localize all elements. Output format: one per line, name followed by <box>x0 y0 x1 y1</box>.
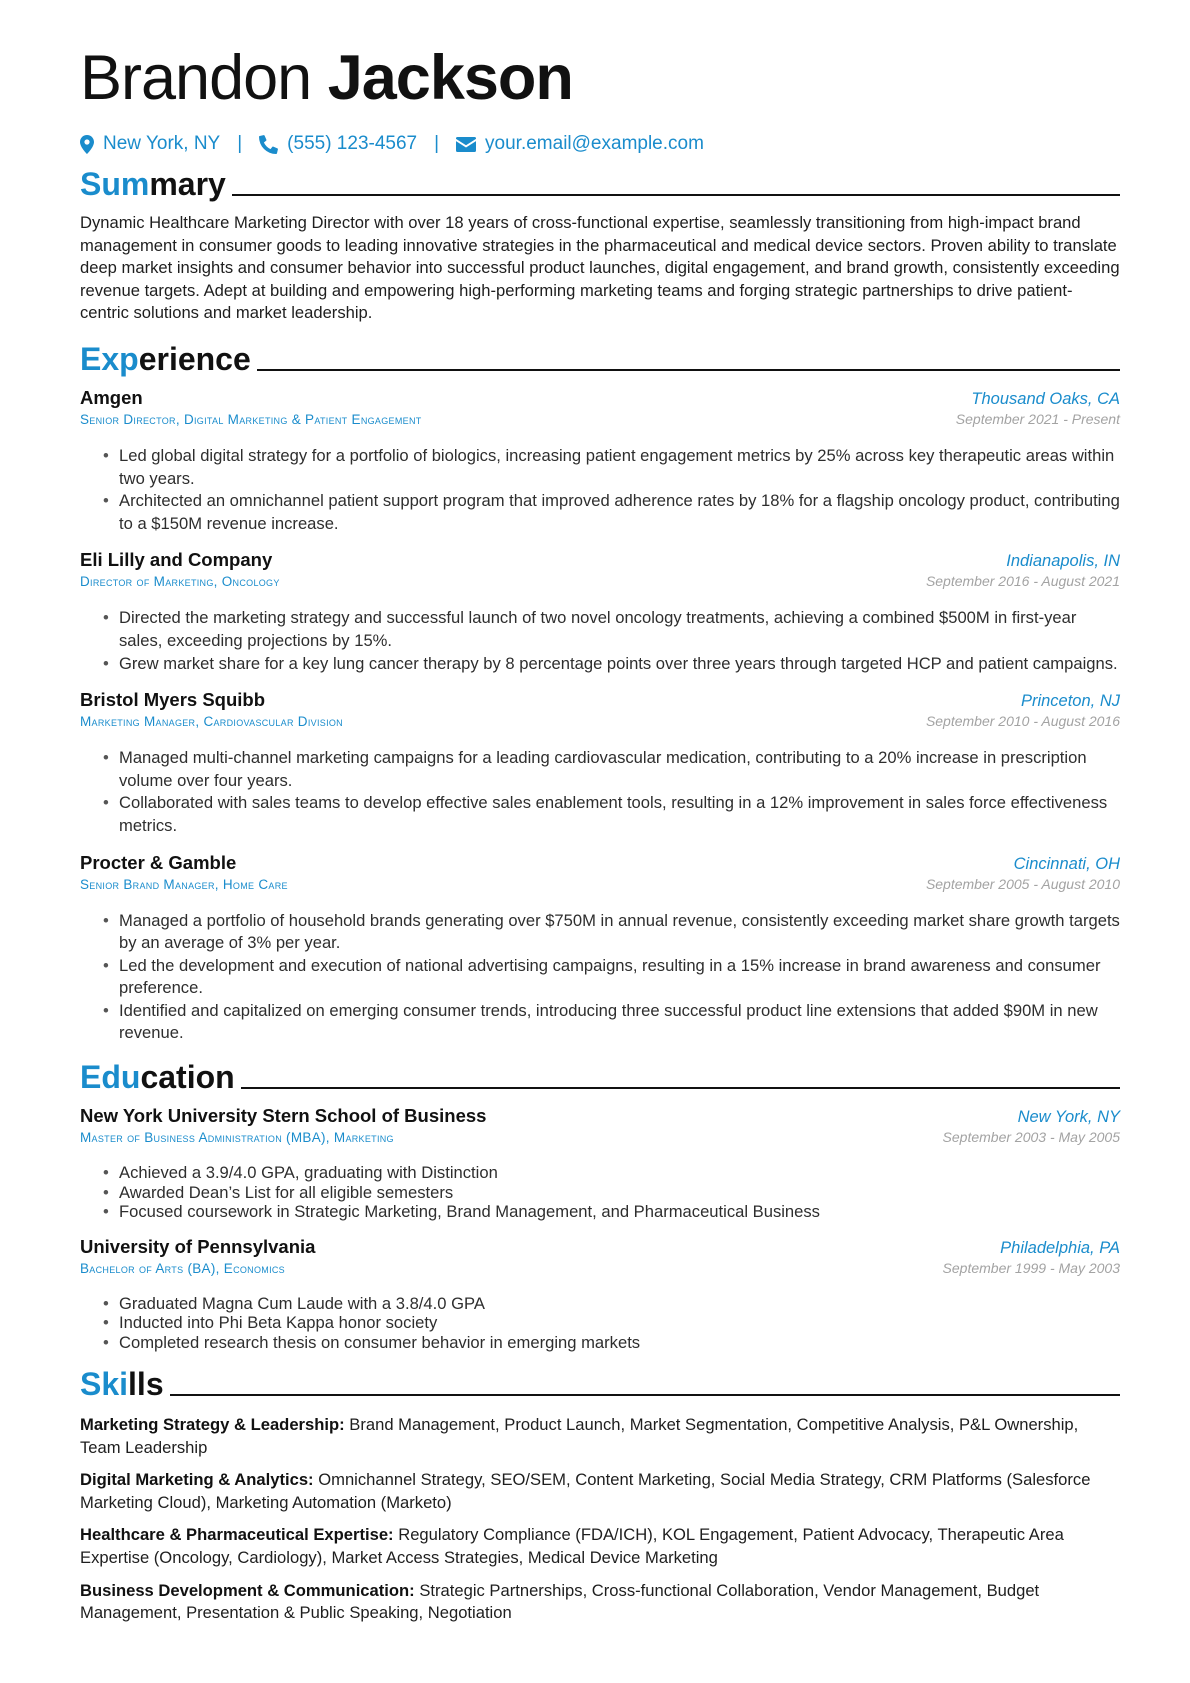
contact-location <box>80 133 220 155</box>
section-title <box>80 341 251 377</box>
location-text: New York, NY <box>103 133 221 154</box>
job-location: Indianapolis, IN <box>1006 552 1120 571</box>
skill-row <box>80 1524 1120 1569</box>
first-name: Brandon <box>80 43 312 113</box>
skill-row <box>80 1469 1120 1514</box>
bullet-item: • Managed a portfolio of household brands generating over $750M in annual revenue, consistently exceeding market share growth targets by an average of 3% per year. <box>103 910 1120 955</box>
company-name: Bristol Myers Squibb <box>80 689 266 711</box>
education-entry <box>80 1105 1120 1222</box>
job-dates: September 2010 - August 2016 <box>925 713 1120 730</box>
job-location: Princeton, NJ <box>1020 692 1120 711</box>
job-title: Senior Brand Manager, Home Care <box>80 876 288 892</box>
heading-accent: Ski <box>80 1366 129 1403</box>
last-name: Jackson <box>327 43 573 113</box>
job-dates: September 2005 - August 2010 <box>925 875 1120 892</box>
phone-icon <box>259 135 278 154</box>
degree: Master of Business Administration (MBA), Marketing <box>80 1130 394 1146</box>
email-text: your.email@example.com <box>485 133 704 154</box>
map-pin-icon <box>80 135 94 154</box>
heading-rest: cation <box>140 1059 235 1096</box>
heading-accent: Sum <box>80 166 150 202</box>
education-entry <box>80 1236 1120 1353</box>
heading-rest: erience <box>138 340 251 377</box>
experience-entry <box>80 549 1120 675</box>
skill-list: Omnichannel Strategy, SEO/SEM, Content Marketing, Social Media Strategy, CRM Platforms (Salesforce Marketing Cloud), Marketing Automation (Marketo) <box>80 1470 1091 1512</box>
skills-heading <box>80 1362 1120 1402</box>
job-dates: September 2016 - August 2021 <box>925 573 1120 590</box>
degree: Bachelor of Arts (BA), Economics <box>80 1260 285 1276</box>
bullet-item: • Directed the marketing strategy and successful launch of two novel oncology treatments, achieving a combined $500M in first-year sales, exceeding projections by 15%. <box>103 607 1120 652</box>
heading-rest: lls <box>128 1366 164 1403</box>
job-location: Thousand Oaks, CA <box>971 389 1120 408</box>
skill-row <box>80 1414 1120 1459</box>
skill-category: Healthcare & Pharmaceutical Expertise: <box>80 1525 394 1545</box>
company-name: Amgen <box>80 386 143 408</box>
school-name: New York University Stern School of Business <box>80 1105 487 1127</box>
section-rule <box>257 369 1120 371</box>
job-bullets <box>80 747 1120 837</box>
skill-category: Business Development & Communication: <box>80 1580 415 1600</box>
bullet-item: • Managed multi-channel marketing campaigns for a leading cardiovascular medication, contributing to a 20% increase in prescription volume over four years. <box>103 747 1120 792</box>
bullet-item: • Completed research thesis on consumer behavior in emerging markets <box>103 1333 1120 1353</box>
job-title: Marketing Manager, Cardiovascular Division <box>80 714 343 730</box>
experience-entry <box>80 852 1120 1046</box>
heading-accent: Edu <box>80 1059 141 1096</box>
job-bullets <box>80 607 1120 675</box>
job-title: Senior Director, Digital Marketing & Patient Engagement <box>80 411 422 427</box>
skill-list: Regulatory Compliance (FDA/ICH), KOL Engagement, Patient Advocacy, Therapeutic Area Expertise (Oncology, Cardiology), Market Access Strategies, Medical Device Marketing <box>80 1525 1064 1568</box>
candidate-name <box>80 40 1120 116</box>
phone-text: (555) 123-4567 <box>287 133 418 154</box>
job-title: Director of Marketing, Oncology <box>80 574 280 590</box>
bullet-item: • Led the development and execution of national advertising campaigns, resulting in a 15% increase in brand awareness and consumer preference. <box>103 955 1120 1000</box>
section-title <box>80 1366 164 1402</box>
bullet-item: • Led global digital strategy for a portfolio of biologics, increasing patient engagement metrics by 25% across key therapeutic areas within two years. <box>103 445 1120 490</box>
bullet-item: • Inducted into Phi Beta Kappa honor society <box>103 1313 1120 1333</box>
heading-rest: mary <box>149 166 226 202</box>
section-title <box>80 166 226 202</box>
summary-text: Dynamic Healthcare Marketing Director with over 18 years of cross-functional expertise, seamlessly transitioning from high-impact brand management in consumer goods to leading innovative strategies in the pharmaceutical and medical device sectors. Proven ability to translate deep market insights and consumer behavior into successful product launches, digital engagement, and brand growth, consistently exceeding revenue targets. Adept at building and empowering high-performing marketing teams and forging strategic partnerships to drive patient-centric solutions and market leadership. <box>80 213 1120 323</box>
summary-heading <box>80 162 1120 202</box>
school-dates: September 1999 - May 2003 <box>942 1259 1120 1276</box>
company-name: Procter & Gamble <box>80 851 237 873</box>
job-location: Cincinnati, OH <box>1013 854 1120 873</box>
bullet-item: • Focused coursework in Strategic Marketing, Brand Management, and Pharmaceutical Business <box>103 1202 1120 1222</box>
bullet-item: • Grew market share for a key lung cancer therapy by 8 percentage points over three years through targeted HCP and patient campaigns. <box>103 653 1120 676</box>
job-bullets <box>80 910 1120 1046</box>
contact-email[interactable] <box>456 133 704 155</box>
job-dates: September 2021 - Present <box>955 410 1120 427</box>
bullet-item: • Architected an omnichannel patient support program that improved adherence rates by 18% for a flagship oncology product, contributing to a $150M revenue increase. <box>103 490 1120 535</box>
school-dates: September 2003 - May 2005 <box>942 1129 1120 1146</box>
contact-separator: | <box>434 133 440 154</box>
bullet-item: • Awarded Dean’s List for all eligible semesters <box>103 1183 1120 1203</box>
experience-entry <box>80 689 1120 837</box>
section-rule <box>232 194 1120 196</box>
education-bullets <box>80 1163 1120 1222</box>
experience-entry <box>80 387 1120 535</box>
bullet-item: • Collaborated with sales teams to develop effective sales enablement tools, resulting in a 12% improvement in sales force effectiveness metrics. <box>103 792 1120 837</box>
section-rule <box>170 1394 1120 1396</box>
contact-phone[interactable] <box>259 133 417 155</box>
contact-line <box>80 130 1120 158</box>
skill-category: Digital Marketing & Analytics: <box>80 1470 314 1490</box>
education-bullets <box>80 1294 1120 1353</box>
skill-list: Brand Management, Product Launch, Market Segmentation, Competitive Analysis, P&L Ownership, Team Leadership <box>80 1415 1079 1457</box>
contact-separator: | <box>237 133 243 154</box>
education-heading <box>80 1055 1120 1095</box>
bullet-item: • Achieved a 3.9/4.0 GPA, graduating with Distinction <box>103 1163 1120 1183</box>
experience-heading <box>80 337 1120 377</box>
section-title <box>80 1059 235 1095</box>
job-bullets <box>80 445 1120 535</box>
skill-row <box>80 1580 1120 1625</box>
envelope-icon <box>456 137 476 152</box>
resume-page <box>80 40 1120 1625</box>
bullet-item: • Identified and capitalized on emerging consumer trends, introducing three successful product line extensions that added $90M in new revenue. <box>103 1000 1120 1045</box>
school-location: Philadelphia, PA <box>1000 1238 1120 1257</box>
company-name: Eli Lilly and Company <box>80 549 273 571</box>
school-name: University of Pennsylvania <box>80 1235 316 1257</box>
skill-list: Strategic Partnerships, Cross-functional Collaboration, Vendor Management, Budget Management, Presentation & Public Speaking, Negotiation <box>80 1580 1040 1623</box>
bullet-item: • Graduated Magna Cum Laude with a 3.8/4.0 GPA <box>103 1294 1120 1314</box>
section-rule <box>241 1087 1120 1089</box>
skill-category: Marketing Strategy & Leadership: <box>80 1415 345 1435</box>
school-location: New York, NY <box>1017 1108 1120 1127</box>
heading-accent: Exp <box>80 340 139 377</box>
